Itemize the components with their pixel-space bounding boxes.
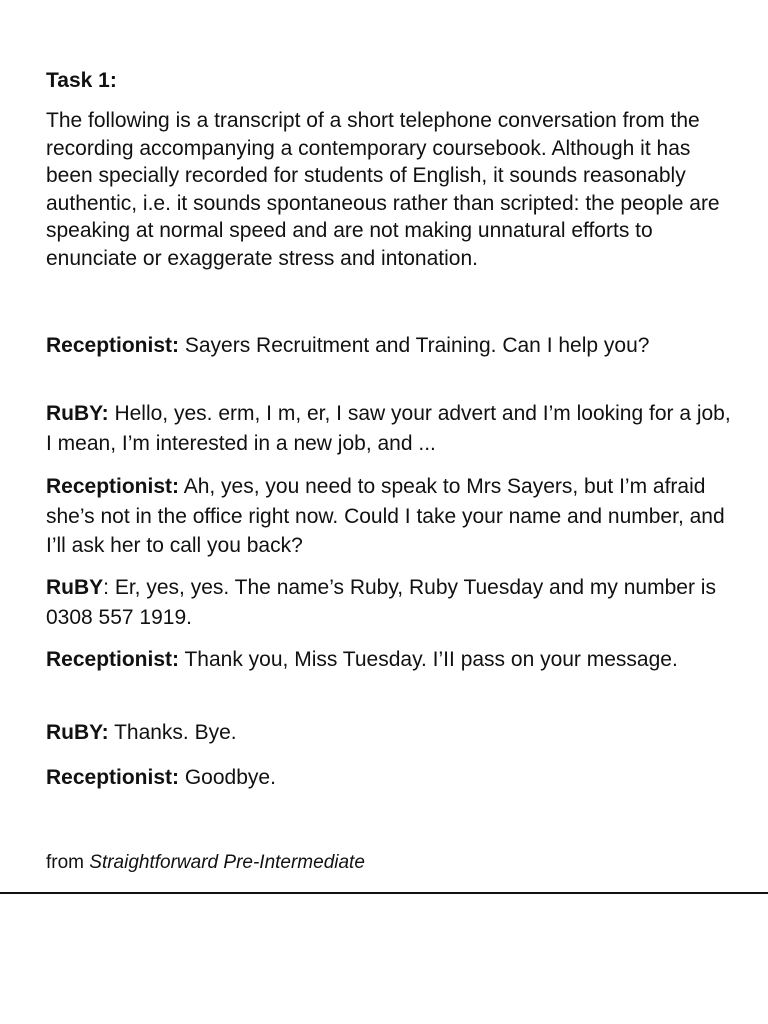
source-book-title: Straightforward Pre-Intermediate [89, 852, 365, 873]
dialogue-turn [46, 472, 736, 561]
speaker-label: RuBY: [46, 721, 109, 744]
horizontal-divider [0, 892, 768, 894]
dialogue-line: : Er, yes, yes. The name’s Ruby, Ruby Tuesday and my number is 0308 557 1919. [46, 576, 716, 629]
dialogue-turn [46, 718, 736, 748]
speaker-label: Receptionist: [46, 334, 180, 357]
source-prefix: from [46, 852, 90, 873]
dialogue-turn [46, 331, 736, 361]
speaker-label: Receptionist: [46, 648, 180, 671]
dialogue-turn [46, 645, 736, 675]
dialogue-turn [46, 763, 736, 793]
dialogue-line: Hello, yes. erm, I m, er, I saw your advert and I’m looking for a job, I mean, I’m interested in a new job, and ... [46, 402, 731, 455]
task-title: Task 1: [46, 69, 117, 92]
dialogue-turn [46, 573, 736, 632]
dialogue-line: Thanks. Bye. [108, 721, 237, 744]
speaker-label: Receptionist: [46, 475, 180, 498]
dialogue-line: Thank you, Miss Tuesday. I’II pass on your message. [179, 648, 678, 671]
dialogue-line: Ah, yes, you need to speak to Mrs Sayers, but I’m afraid she’s not in the office right now. Could I take your name and number, and I’ll ask her to call you back? [46, 475, 725, 557]
dialogue-line: Goodbye. [179, 766, 276, 789]
source-citation [46, 851, 365, 875]
dialogue-turn [46, 399, 736, 458]
speaker-label: RuBY: [46, 402, 109, 425]
intro-paragraph: The following is a transcript of a short telephone conversation from the recording accompanying a contemporary coursebook. Although it has been specially recorded for students of English, it sounds reasonably authentic, i.e. it sounds spontaneous rather than scripted: the people are speaking at normal speed and are not making unnatural efforts to enunciate or exaggerate stress and intonation. [46, 109, 720, 270]
speaker-label: Receptionist: [46, 766, 180, 789]
dialogue-line: Sayers Recruitment and Training. Can I help you? [179, 334, 650, 357]
speaker-label: RuBY [46, 576, 104, 599]
